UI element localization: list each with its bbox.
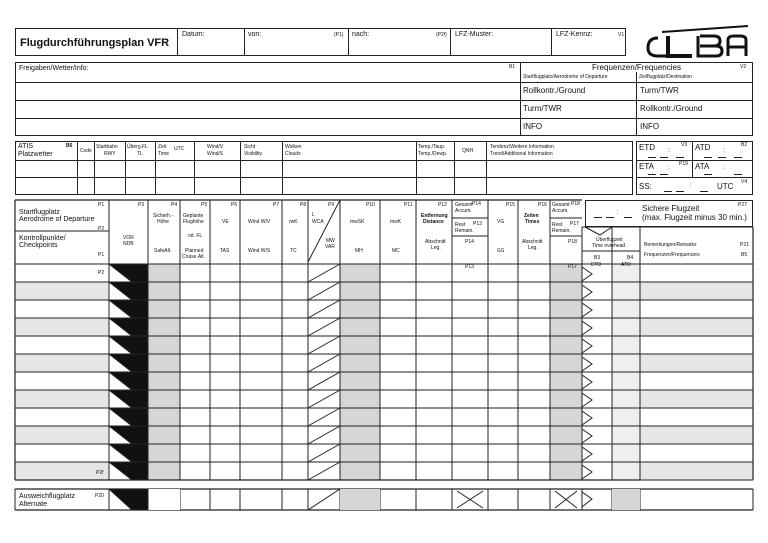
clouds-label: Clouds — [285, 151, 301, 157]
startbahn-label: Startbahn — [96, 144, 118, 150]
shaded-cell — [148, 354, 180, 372]
p21-tag: P21 — [740, 242, 749, 248]
mwsk-label: mwSK — [350, 219, 365, 225]
checkpoint-arrow — [109, 489, 148, 510]
dep-item: Turm/TWR — [523, 104, 562, 113]
checkpoint-arrow — [109, 354, 148, 372]
shaded-cell — [148, 390, 180, 408]
b3-tag: B3 — [594, 255, 601, 261]
accum-label: Accum. — [455, 208, 472, 214]
alternate-shade — [612, 489, 640, 510]
wca-diagonal — [308, 282, 340, 300]
tc-label: TC — [290, 248, 297, 254]
shaded-cell — [148, 426, 180, 444]
shaded-cell — [550, 408, 582, 426]
checkpoint-arrow — [109, 372, 148, 390]
abschnitt-label: Abschnitt — [425, 239, 446, 245]
utc-label: UTC — [717, 182, 734, 191]
kontrollpunkte-label: Kontrollpunkte/ — [19, 235, 66, 242]
wca-diagonal — [308, 354, 340, 372]
p16-tag: P16 — [538, 202, 547, 208]
rwk-label: rwK — [289, 219, 298, 225]
ve-label: VE — [222, 219, 229, 225]
frequenzen-label: Frequenzen/Frequencies — [644, 252, 700, 258]
b1-tag: B1 — [509, 64, 516, 70]
overhead-chevron — [582, 411, 592, 425]
wca-diagonal — [308, 318, 340, 336]
geplante-label: Geplante — [183, 213, 204, 219]
wca-diagonal — [308, 408, 340, 426]
wca-diagonal — [308, 336, 340, 354]
departure-sub: Startflugplatz/Aerodrome of Departure — [523, 74, 608, 80]
shaded-cell — [148, 372, 180, 390]
p14-tag: P14 — [465, 239, 474, 245]
temp-dewp-label: Temp./Dewp. — [418, 151, 448, 157]
ss-label: SS: — [639, 182, 652, 191]
p20-tag: P20 — [95, 493, 104, 499]
p13-tag: P13 — [473, 221, 482, 227]
alternate-shade — [340, 489, 380, 510]
p11-tag: P11 — [404, 202, 413, 208]
vg-label: VG — [497, 219, 505, 225]
von-label: von: — [248, 31, 262, 38]
qnh-label: QNH — [462, 148, 474, 154]
p2f-tag: P2f — [96, 470, 104, 476]
dep-item: Rollkontr./Ground — [523, 86, 586, 95]
page-title: Flugdurchführungsplan VFR — [20, 37, 170, 49]
p15-tag: P15 — [506, 202, 515, 208]
overhead-chevron — [582, 492, 592, 507]
remain-label: Remain. — [455, 228, 474, 234]
sichere-pointer — [585, 227, 612, 235]
checkpoint-shade — [15, 282, 109, 300]
time-label: Time — [158, 151, 169, 157]
bemerkungen-label: Bemerkungen/Remarks — [644, 242, 697, 248]
l-label: L — [312, 212, 315, 218]
shaded-cell — [340, 264, 380, 282]
sichere-sub: (max. Flugzeit minus 30 min.) — [642, 213, 747, 222]
entfernung-label: Entfernung — [421, 213, 448, 219]
shaded-cell — [550, 336, 582, 354]
alternate-label: Ausweichflugplatz — [19, 493, 76, 500]
p13-tag: P13 — [465, 264, 474, 270]
checkpoint-shade — [15, 426, 109, 444]
eta-label: ETA — [639, 162, 654, 171]
colon: : — [617, 210, 619, 216]
shaded-cell — [340, 336, 380, 354]
wca-diagonal — [308, 489, 340, 510]
uberflugzeit-label: Überflugzeit — [596, 237, 623, 243]
datum-label: Datum: — [182, 31, 205, 38]
tendenz-label: Tendenz/Weitere Information — [490, 144, 554, 150]
time-overhead-label: Time overhead — [592, 243, 626, 249]
wca-label: WCA — [312, 219, 324, 225]
sicht-label: Sicht — [244, 144, 256, 150]
p5-tag: P5 — [201, 202, 208, 208]
overhead-chevron — [582, 447, 592, 461]
shaded-cell — [148, 462, 180, 480]
checkpoints-label: Checkpoints — [19, 242, 58, 249]
platzwetter-label: Platzwetter — [18, 151, 53, 158]
leg-label: Leg. — [528, 245, 538, 251]
remarks-shade — [640, 282, 753, 300]
p17-tag: P17 — [568, 264, 577, 270]
checkpoint-arrow — [109, 282, 148, 300]
checkpoint-shade — [15, 354, 109, 372]
p8-tag: P8 — [300, 202, 307, 208]
remarks-shade — [640, 426, 753, 444]
zeit-label: Zeit — [158, 144, 167, 150]
hohe-label: Höhe — [157, 219, 169, 225]
rest-label: Rest — [552, 222, 563, 228]
p9-tag: P9 — [328, 202, 335, 208]
ndb-label: NDB — [123, 241, 134, 247]
dest-item: Turm/TWR — [640, 86, 679, 95]
shaded-cell — [148, 408, 180, 426]
planned-label: Planned — [185, 248, 204, 254]
shaded-cell — [340, 444, 380, 462]
shaded-cell — [340, 408, 380, 426]
colon: : — [690, 182, 692, 188]
tas-label: TAS — [220, 248, 230, 254]
shaded-cell — [340, 372, 380, 390]
shaded-cell — [340, 354, 380, 372]
checkpoint-shade — [15, 318, 109, 336]
p18-tag: P18 — [571, 201, 580, 207]
checkpoint-arrow — [109, 390, 148, 408]
dest-item: INFO — [640, 122, 660, 131]
shaded-cell — [550, 354, 582, 372]
sicherh-label: Sicherh.- — [153, 213, 174, 219]
wca-diagonal — [308, 264, 340, 282]
colon: : — [668, 148, 670, 154]
overhead-chevron — [582, 429, 592, 443]
overhead-chevron — [582, 465, 592, 479]
b5-tag: B5 — [741, 252, 748, 258]
gesamt-label: Gesamt — [552, 202, 570, 208]
v2-tag: V2 — [740, 64, 747, 70]
shaded-cell — [550, 390, 582, 408]
shaded-cell — [550, 300, 582, 318]
flughohe-label: Flughöhe — [183, 219, 204, 225]
remarks-shade — [640, 318, 753, 336]
mh-label: MH — [355, 248, 363, 254]
overhead-chevron — [582, 303, 592, 317]
wind-v-label: Wind/V — [207, 144, 224, 150]
destination-sub: Zielflugplatz/Destination — [639, 74, 693, 80]
zeiten-label: Zeiten — [524, 213, 539, 219]
trend-label: Trend/Additional Information — [490, 151, 553, 157]
overhead-chevron — [582, 357, 592, 371]
mc-label: MC — [392, 248, 400, 254]
colon: : — [723, 165, 725, 171]
b6-tag: B6 — [66, 143, 73, 149]
ata-label: ATA — [695, 162, 710, 171]
checkpoint-shade — [15, 390, 109, 408]
shaded-cell — [340, 426, 380, 444]
p2-tag: P2 — [98, 226, 105, 232]
shaded-cell — [148, 282, 180, 300]
times-label: Times — [525, 219, 540, 225]
v4-tag: V4 — [741, 179, 748, 185]
remarks-shade — [640, 462, 753, 480]
p12-tag: P12 — [438, 202, 447, 208]
alternate-sub-label: Alternate — [19, 501, 48, 508]
cruise-alt-label: Cruise.Alt. — [182, 254, 206, 260]
atis-label: ATIS — [18, 143, 34, 150]
nach-label: nach: — [352, 31, 370, 38]
uberg-label: Überg.FL — [127, 144, 148, 150]
p17-tag: P17 — [570, 221, 579, 227]
code-label: Code — [80, 148, 92, 154]
shaded-cell — [550, 372, 582, 390]
overhead-chevron — [582, 267, 592, 281]
leg-label: Leg. — [431, 245, 441, 251]
overhead-chevron — [582, 375, 592, 389]
checkpoint-arrow — [109, 462, 148, 480]
frequencies-title: Frequenzen/Frequencies — [592, 63, 681, 72]
p18-tag: P18 — [568, 239, 577, 245]
temp-taup-label: Temp./Taup. — [418, 144, 446, 150]
wca-diagonal — [308, 462, 340, 480]
p1-tag: (P1) — [334, 32, 344, 38]
rwy-label: RWY — [104, 151, 116, 157]
startflugplatz-label: Startflugplatz — [19, 209, 60, 216]
shaded-cell — [550, 318, 582, 336]
dest-item: Rollkontr./Ground — [640, 104, 703, 113]
checkpoint-arrow — [109, 336, 148, 354]
colon: : — [668, 165, 670, 171]
shaded-cell — [340, 390, 380, 408]
shaded-cell — [148, 318, 180, 336]
sichere-title: Sichere Flugzeit — [642, 204, 700, 213]
v1-tag: V1 — [618, 32, 625, 38]
vor-label: VOR — [123, 235, 134, 241]
p1-tag: P1 — [98, 252, 105, 258]
wca-diagonal — [308, 426, 340, 444]
shaded-cell — [148, 336, 180, 354]
checkpoint-arrow — [109, 300, 148, 318]
shaded-cell — [550, 444, 582, 462]
accum-label: Accum. — [552, 208, 569, 214]
abschnitt-label: Abschnitt — [522, 239, 543, 245]
wca-diagonal — [308, 372, 340, 390]
wca-diagonal — [308, 390, 340, 408]
shaded-cell — [340, 282, 380, 300]
checkpoint-arrow — [109, 444, 148, 462]
shaded-cell — [550, 264, 582, 282]
checkpoint-arrow — [109, 408, 148, 426]
checkpoint-shade — [15, 462, 109, 480]
dep-item: INFO — [523, 122, 543, 131]
visibility-label: Visibility — [244, 151, 262, 157]
p7-tag: P7 — [273, 202, 280, 208]
p4-tag: P4 — [171, 202, 178, 208]
od-fl-label: od. FL — [188, 233, 203, 239]
freigaben-label: Freigaben/Wetter/Info: — [19, 65, 89, 72]
utc-label: UTC — [174, 146, 185, 152]
overhead-chevron — [582, 285, 592, 299]
checkpoint-arrow — [109, 264, 148, 282]
remain-label: Remain. — [552, 228, 571, 234]
etd-label: ETD — [639, 143, 655, 152]
wca-diagonal — [308, 300, 340, 318]
wind-ws-label: Wind W/S — [248, 248, 271, 254]
eto-label: ETO — [591, 262, 602, 268]
wind-wv-label: Wind W/V — [248, 219, 271, 225]
p10-tag: P10 — [366, 202, 375, 208]
shaded-cell — [550, 282, 582, 300]
b2-tag: B2 — [741, 142, 748, 148]
alternate-cell — [148, 489, 180, 510]
remarks-shade — [640, 354, 753, 372]
overhead-chevron — [582, 339, 592, 353]
p3-tag: P3 — [138, 202, 145, 208]
checkpoint-arrow — [109, 426, 148, 444]
shaded-cell — [148, 264, 180, 282]
tl-label: TL — [137, 151, 143, 157]
wolken-label: Wolken — [285, 144, 302, 150]
wca-diagonal — [308, 200, 340, 262]
lfz-muster-label: LFZ-Muster: — [455, 31, 494, 38]
shaded-cell — [148, 444, 180, 462]
safealt-label: SafeAlt. — [154, 248, 172, 254]
shaded-cell — [340, 462, 380, 480]
remarks-shade — [640, 390, 753, 408]
b4-tag: B4 — [627, 255, 634, 261]
lfz-kennz-label: LFZ-Kennz: — [556, 31, 593, 38]
var-label: VAR — [325, 244, 335, 250]
shaded-cell — [148, 300, 180, 318]
p2f-tag: (P2f) — [436, 32, 447, 38]
shaded-cell — [550, 462, 582, 480]
overhead-chevron — [582, 393, 592, 407]
p6-tag: P6 — [231, 202, 238, 208]
p19-tag: P19 — [679, 161, 688, 167]
p1-tag: P1 — [98, 202, 105, 208]
distance-label: Distance — [423, 219, 444, 225]
shaded-cell — [550, 426, 582, 444]
gs-label: GS — [497, 248, 505, 254]
p14-tag: P14 — [472, 201, 481, 207]
checkpoint-arrow — [109, 318, 148, 336]
p2-tag: P2 — [98, 270, 105, 276]
mwk-label: mwK — [390, 219, 402, 225]
ato-label: ATO — [621, 262, 631, 268]
p27-tag: P27 — [738, 202, 747, 208]
shaded-cell — [340, 300, 380, 318]
v3-tag: V3 — [681, 142, 688, 148]
wca-diagonal — [308, 444, 340, 462]
aerodrome-dep-label: Aerodrome of Departure — [19, 216, 95, 223]
atd-label: ATD — [695, 143, 711, 152]
colon: : — [723, 148, 725, 154]
overhead-chevron — [582, 321, 592, 335]
wind-s-label: Wind/S — [207, 151, 224, 157]
mw-label: MW — [326, 238, 335, 244]
gesamt-label: Gesamt — [455, 202, 473, 208]
shaded-cell — [340, 318, 380, 336]
rest-label: Rest — [455, 222, 466, 228]
